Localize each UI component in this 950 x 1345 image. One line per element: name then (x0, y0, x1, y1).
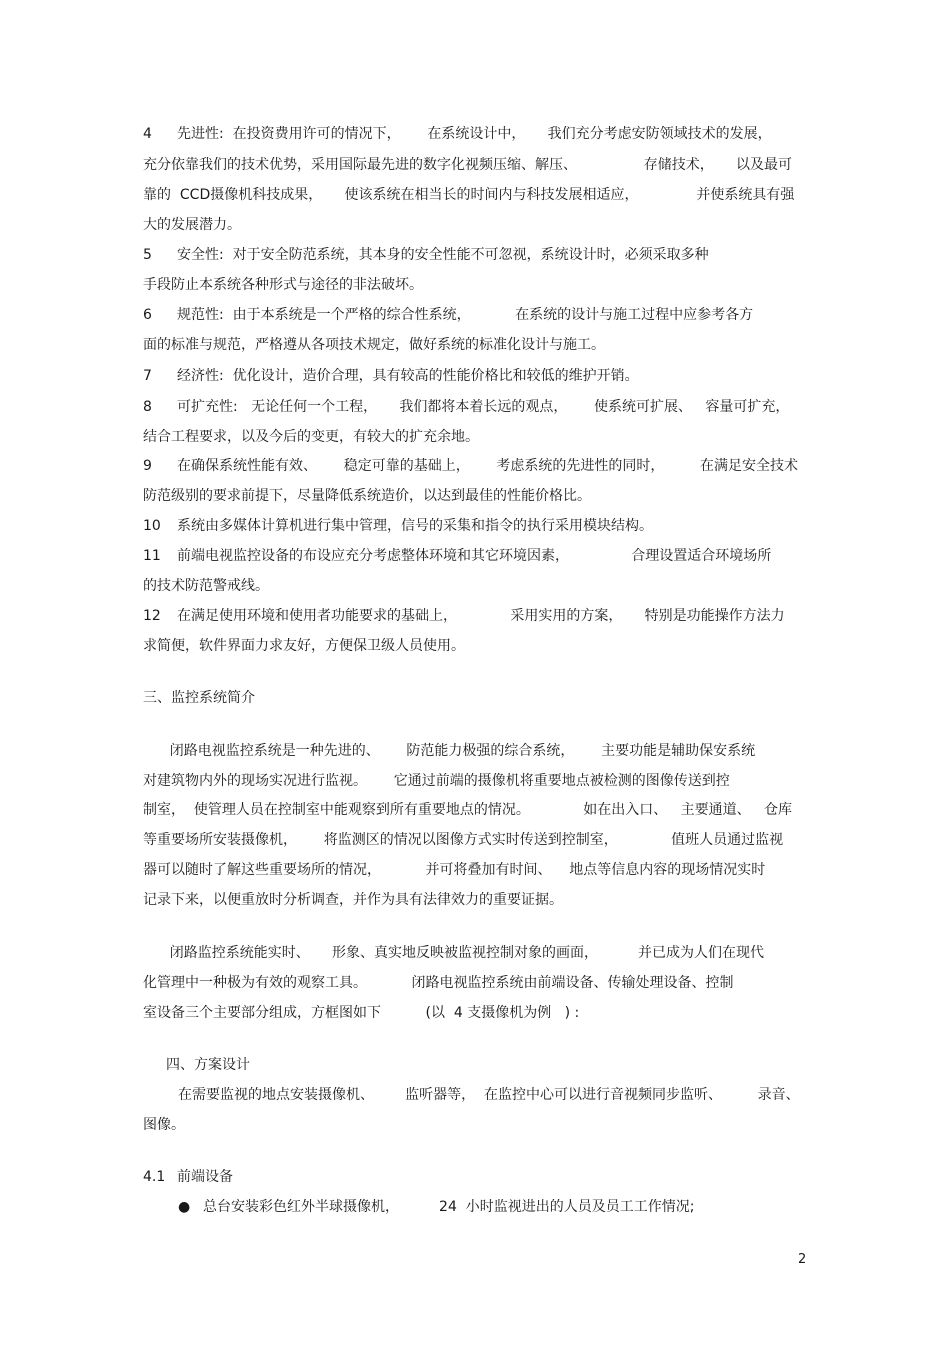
page-number: 2 (798, 1252, 807, 1267)
item-10-line-1: 10 系统由多媒体计算机进行集中管理，信号的采集和指令的执行采用模块结构。 (143, 518, 653, 534)
section-3-para-1-line-3: 制室， 使管理人员在控制室中能观察到所有重要地点的情况。 如在出入口、 主要通道、 仓库 (143, 802, 793, 818)
section-4-para-line-1: 在需要监视的地点安装摄像机、 监听器等， 在监控中心可以进行音视频同步监听、 录音、 (178, 1087, 800, 1103)
section-4-heading: 四、方案设计 (166, 1057, 250, 1073)
item-number: 12 (143, 608, 161, 624)
section-3-para-1-line-5: 器可以随时了解这些重要场所的情况， 并可将叠加有时间、 地点等信息内容的现场情况实时 (143, 862, 766, 878)
subsection-title: 前端设备 (177, 1169, 233, 1185)
item-5-line-1: 5 安全性: 对于安全防范系统，其本身的安全性能不可忽视，系统设计时，必须采取多种 (143, 247, 709, 263)
section-3-para-2-line-2: 化管理中一种极为有效的观察工具。 闭路电视监控系统由前端设备、传输处理设备、控制 (143, 975, 734, 991)
section-4-para-line-2: 图像。 (143, 1117, 185, 1133)
item-number: 10 (143, 518, 161, 534)
item-4-line-4: 大的发展潜力。 (143, 217, 241, 233)
item-number: 11 (143, 548, 161, 564)
item-4-line-1: 4 先进性: 在投资费用许可的情况下， 在系统设计中， 我们充分考虑安防领域技术的发展， (143, 126, 772, 142)
item-12-line-1: 12 在满足使用环境和使用者功能要求的基础上， 采用实用的方案， 特别是功能操作方法力 (143, 608, 785, 624)
item-4-line-2: 充分依靠我们的技术优势，采用国际最先进的数字化视频压缩、解压、 存储技术， 以及最可 (143, 157, 793, 173)
item-number: 9 (143, 458, 152, 474)
item-number: 8 (143, 399, 152, 415)
section-3-para-1-line-6: 记录下来，以便重放时分析调查，并作为具有法律效力的重要证据。 (143, 892, 563, 908)
section-3-para-1-line-1: 闭路电视监控系统是一种先进的、 防范能力极强的综合系统， 主要功能是辅助保安系统 (143, 743, 756, 759)
item-6-line-1: 6 规范性: 由于本系统是一个严格的综合性系统， 在系统的设计与施工过程中应参考各方 (143, 307, 754, 323)
subsection-number: 4.1 (143, 1169, 166, 1185)
item-number: 6 (143, 307, 152, 323)
item-8-line-2: 结合工程要求，以及今后的变更，有较大的扩充余地。 (143, 429, 479, 445)
item-7-line-1: 7 经济性: 优化设计，造价合理，具有较高的性能价格比和较低的维护开销。 (143, 368, 639, 384)
section-3-para-1-line-2: 对建筑物内外的现场实况进行监视。 它通过前端的摄像机将重要地点被检测的图像传送到控 (143, 773, 730, 789)
item-6-line-2: 面的标准与规范，严格遵从各项技术规定，做好系统的标准化设计与施工。 (143, 337, 605, 353)
item-number: 5 (143, 247, 152, 263)
section-3-heading: 三、监控系统简介 (143, 690, 255, 706)
item-number: 7 (143, 368, 152, 384)
section-3-para-2-line-3: 室设备三个主要部分组成，方框图如下 (以 4 支摄像机为例 ) : (143, 1005, 580, 1021)
subsection-4-1-heading (143, 1167, 233, 1187)
item-4-line-3: 靠的 CCD摄像机科技成果， 使该系统在相当长的时间内与科技发展相适应， 并使系统具有强 (143, 187, 795, 203)
bullet-text: 总台安装彩色红外半球摄像机， 24 小时监视进出的人员及员工工作情况; (203, 1199, 695, 1215)
bullet-icon: ● (178, 1199, 191, 1215)
item-8-line-1: 8 可扩充性: 无论任何一个工程， 我们都将本着长远的观点， 使系统可扩展、 容量可扩充， (143, 399, 790, 415)
item-12-line-2: 求简便，软件界面力求友好，方便保卫级人员使用。 (143, 638, 465, 654)
item-number: 4 (143, 126, 152, 142)
bullet-item (178, 1197, 694, 1217)
item-9-line-1: 9 在确保系统性能有效、 稳定可靠的基础上， 考虑系统的先进性的同时， 在满足安全技术 (143, 458, 799, 474)
item-5-line-2: 手段防止本系统各种形式与途径的非法破坏。 (143, 277, 423, 293)
item-11-line-1: 11 前端电视监控设备的布设应充分考虑整体环境和其它环境因素， 合理设置适合环境场所 (143, 548, 772, 564)
section-3-para-2-line-1: 闭路监控系统能实时、 形象、真实地反映被监视控制对象的画面， 并已成为人们在现代 (143, 945, 765, 961)
section-3-para-1-line-4: 等重要场所安装摄像机， 将监测区的情况以图像方式实时传送到控制室， 值班人员通过监视 (143, 832, 784, 848)
item-9-line-2: 防范级别的要求前提下，尽量降低系统造价，以达到最佳的性能价格比。 (143, 488, 591, 504)
item-11-line-2: 的技术防范警戒线。 (143, 578, 269, 594)
